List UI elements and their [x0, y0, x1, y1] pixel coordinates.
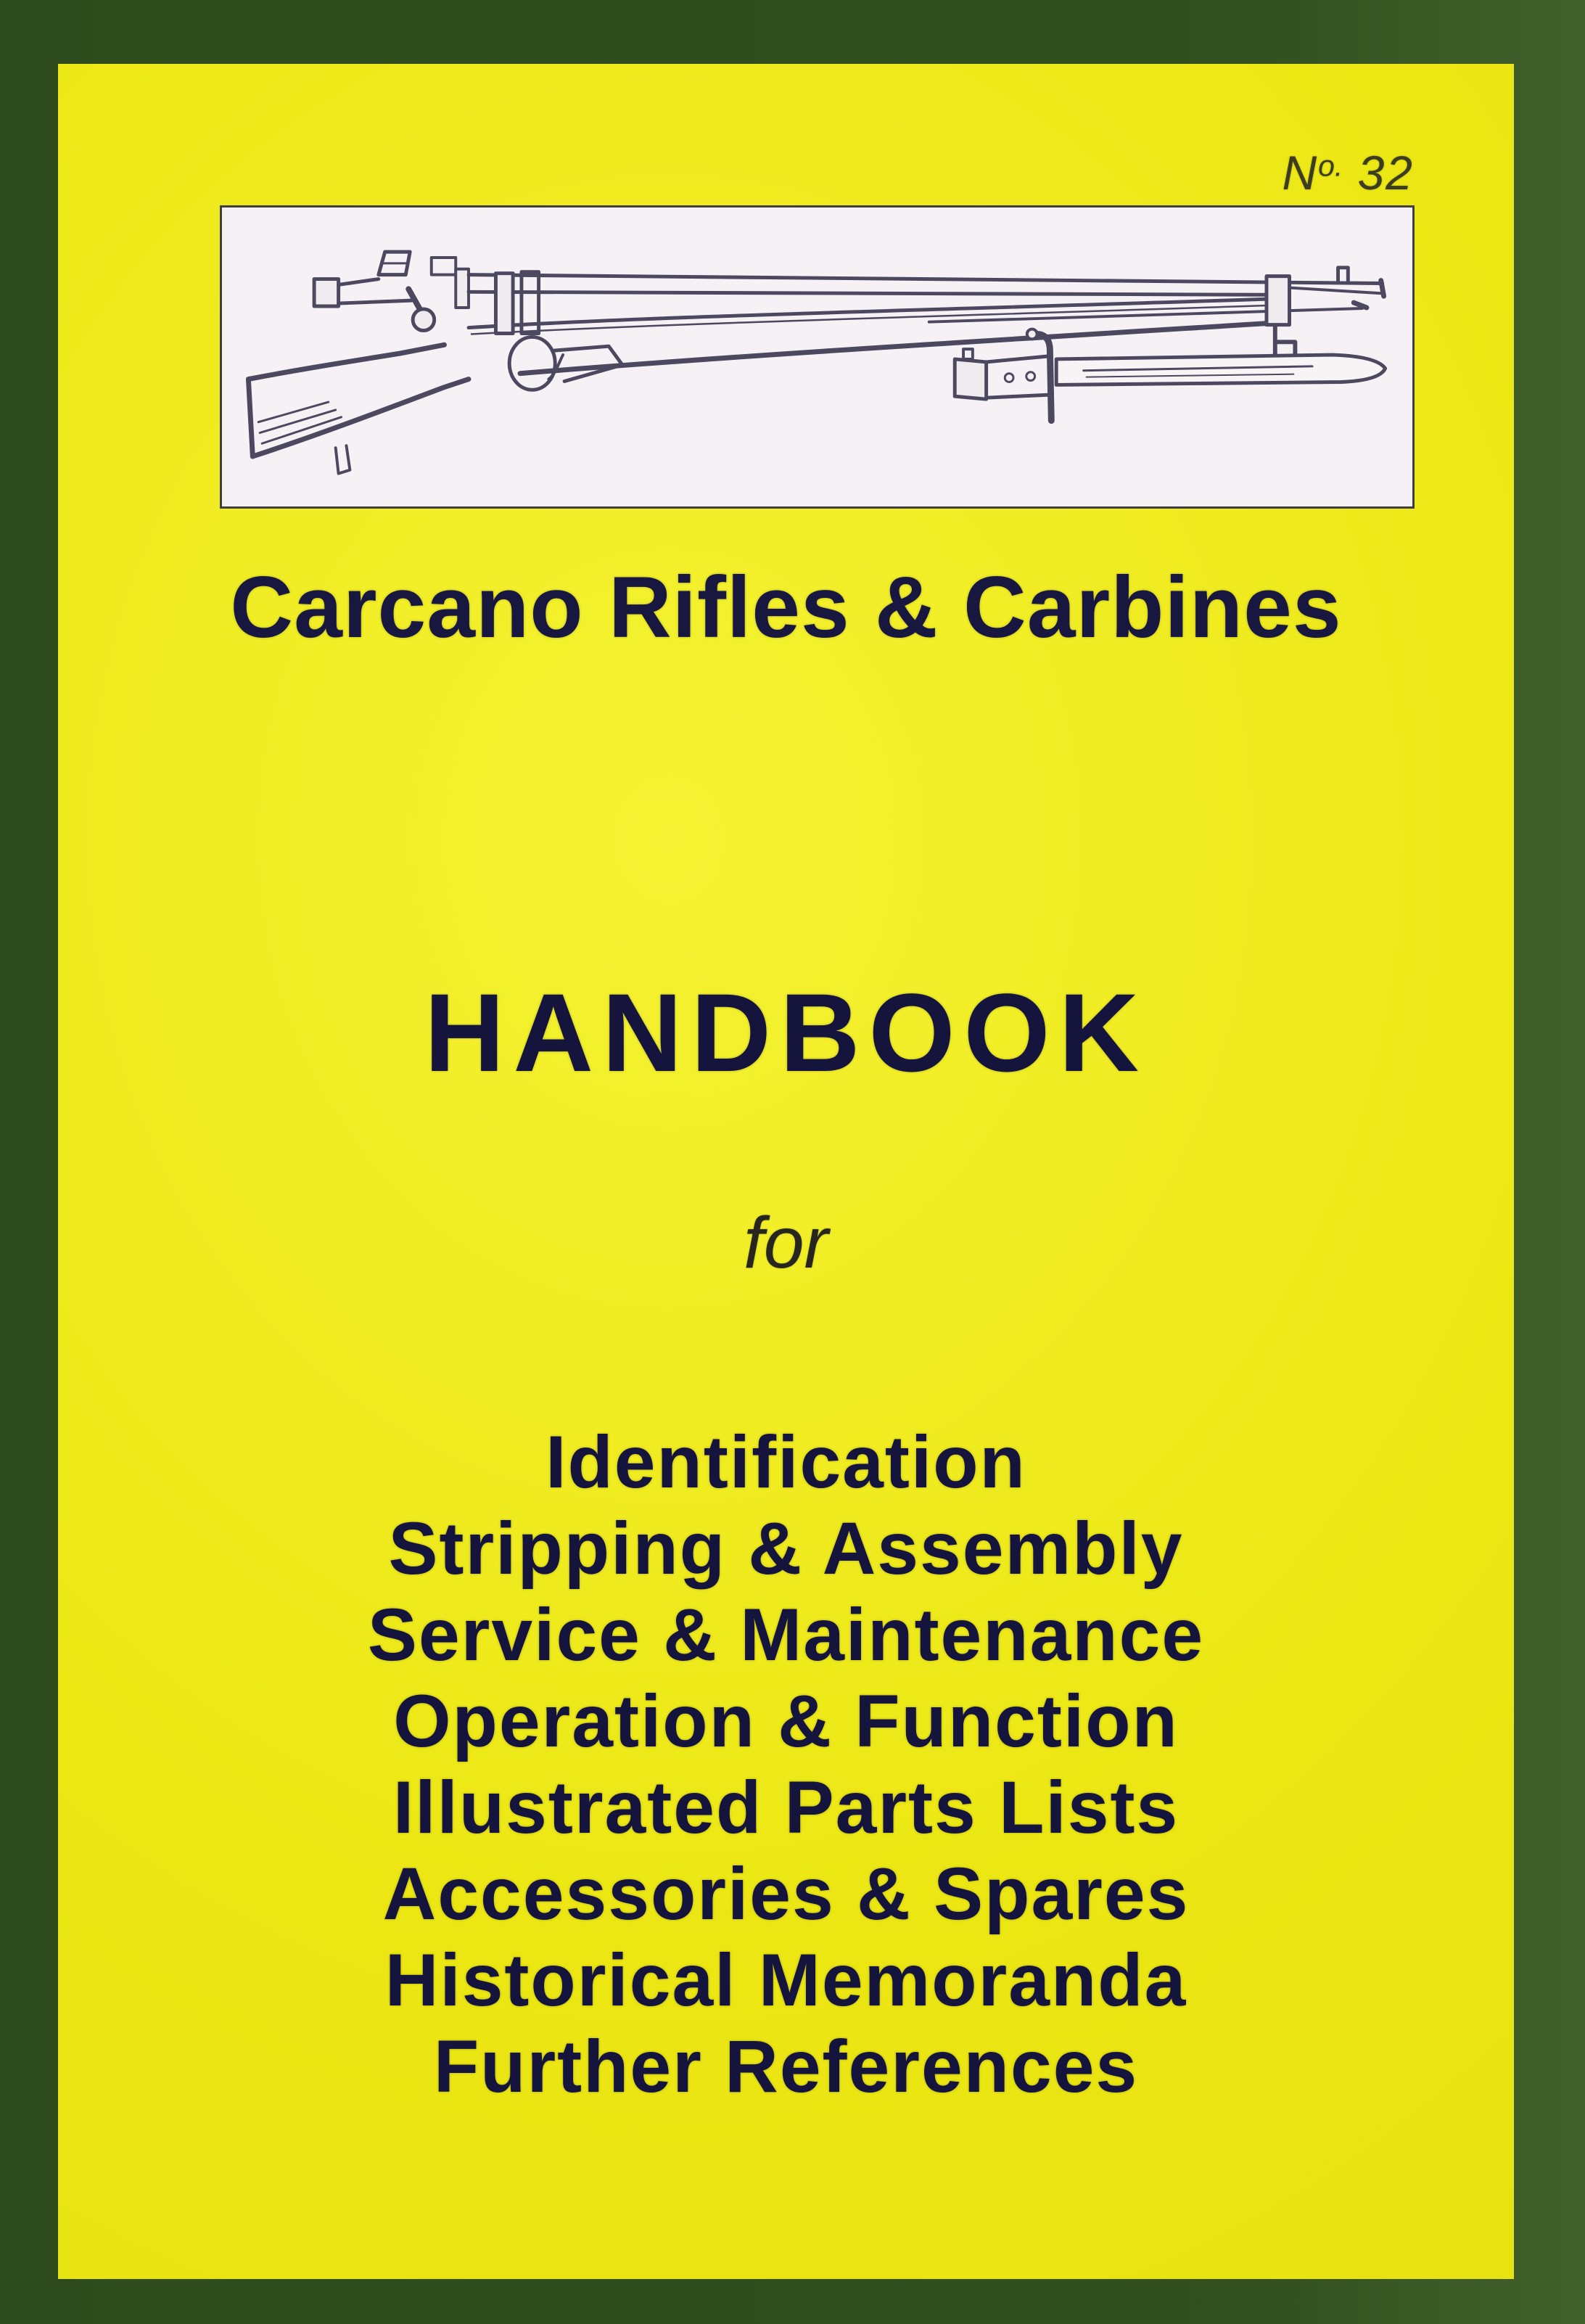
nose-cap	[1267, 276, 1290, 325]
bayonet-crossguard	[1037, 334, 1052, 420]
trigger-guard	[509, 337, 555, 390]
topic-item: Accessories & Spares	[382, 1852, 1190, 1935]
topic-item: Identification	[546, 1421, 1026, 1503]
bayonet-drawing	[955, 329, 1385, 421]
topic-item: Historical Memoranda	[384, 1939, 1187, 2021]
bayonet-pommel	[955, 359, 986, 399]
muzzle	[1381, 281, 1384, 297]
cover-title: Carcano Rifles & Carbines	[230, 559, 1342, 656]
topic-item: Operation & Function	[393, 1680, 1179, 1762]
book-cover	[58, 64, 1514, 2279]
topic-item: Further References	[433, 2025, 1139, 2108]
rifle-illustration	[222, 208, 1412, 506]
issue-number	[1282, 145, 1414, 200]
topic-item: Stripping & Assembly	[388, 1507, 1184, 1590]
illustration-panel	[220, 205, 1415, 509]
topic-item: Service & Maintenance	[367, 1593, 1205, 1676]
issue-number-value: 32	[1357, 146, 1414, 200]
front-sight	[1338, 268, 1349, 281]
for-label: for	[744, 1202, 828, 1284]
issue-number-superscript: o.	[1318, 149, 1343, 183]
issue-number-prefix: N	[1282, 146, 1319, 200]
sling-swivel	[336, 445, 350, 473]
topics-list	[58, 1419, 1514, 2110]
topic-item: Illustrated Parts Lists	[392, 1766, 1180, 1849]
handbook-heading: HANDBOOK	[424, 971, 1148, 1095]
